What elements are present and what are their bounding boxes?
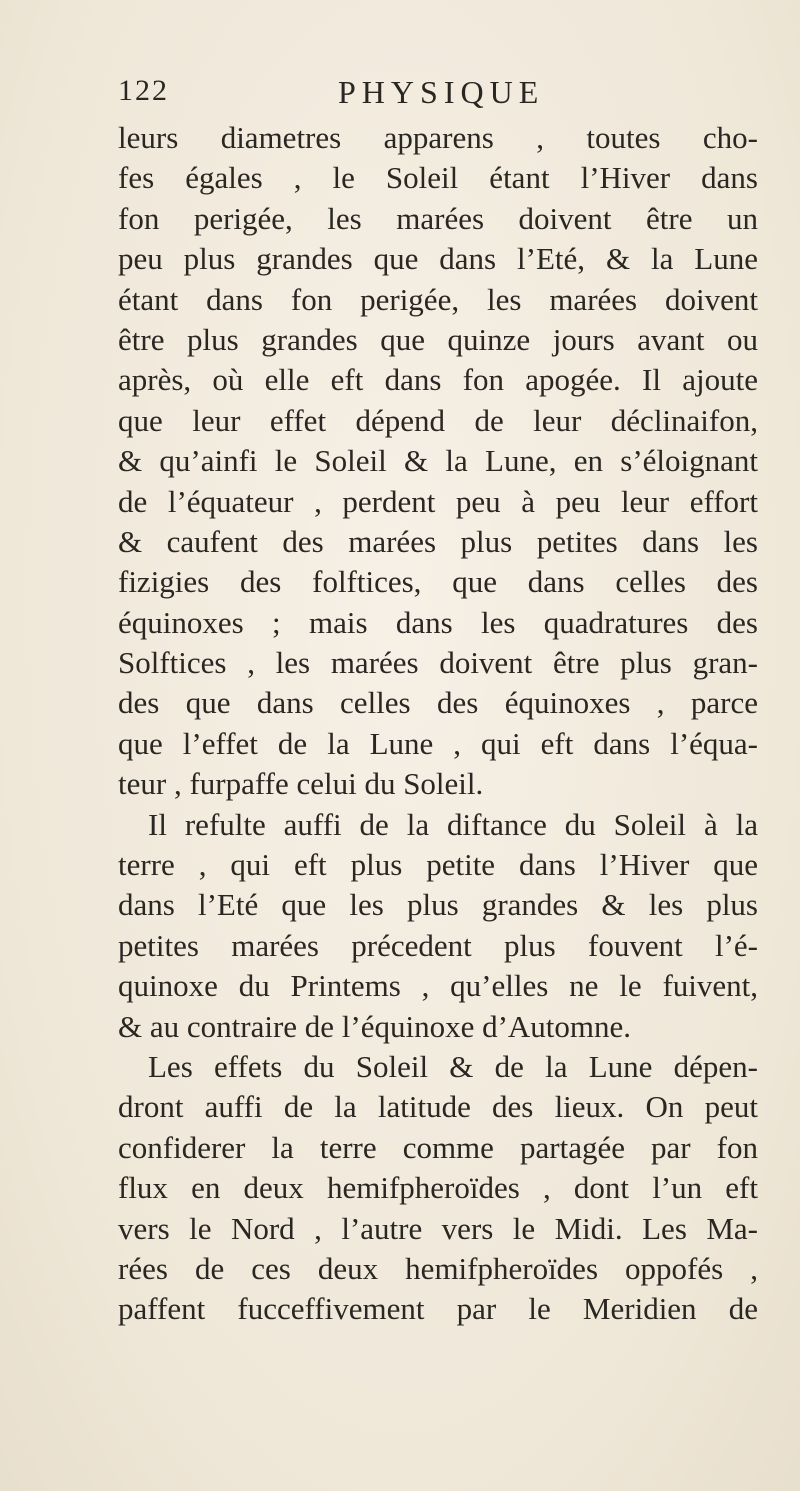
text-line: confiderer la terre comme partagée par fon bbox=[118, 1129, 758, 1165]
text-line: fes égales , le Soleil étant l’Hiver dans bbox=[118, 160, 758, 196]
text-line: après, où elle eft dans fon apogée. Il ajoute bbox=[118, 362, 758, 398]
text-line: rées de ces deux hemifpheroïdes oppofés , bbox=[118, 1250, 758, 1286]
text-line: fizigies des folftices, que dans celles des bbox=[118, 564, 758, 600]
text-line: dans l’Eté que les plus grandes & les plus bbox=[118, 887, 758, 923]
text-line: quinoxe du Printems , qu’elles ne le fuivent, bbox=[118, 968, 758, 1004]
text-line: flux en deux hemifpheroïdes , dont l’un eft bbox=[118, 1170, 758, 1206]
text-line: vers le Nord , l’autre vers le Midi. Les Ma- bbox=[118, 1210, 758, 1246]
text-line: teur , furpaffe celui du Soleil. bbox=[118, 766, 484, 802]
text-line: peu plus grandes que dans l’Eté, & la Lune bbox=[118, 241, 758, 277]
text-line: que l’effet de la Lune , qui eft dans l’équa- bbox=[118, 725, 758, 761]
text-line: Les effets du Soleil & de la Lune dépen- bbox=[148, 1048, 758, 1084]
text-line: être plus grandes que quinze jours avant ou bbox=[118, 321, 758, 357]
text-line: de l’équateur , perdent peu à peu leur effort bbox=[118, 483, 758, 519]
text-line: Il refulte auffi de la diftance du Soleil à la bbox=[148, 806, 758, 842]
text-line: équinoxes ; mais dans les quadratures des bbox=[118, 604, 758, 640]
text-line: & caufent des marées plus petites dans les bbox=[118, 523, 758, 559]
text-line: que leur effet dépend de leur déclinaifon, bbox=[118, 402, 758, 438]
text-line: petites marées précedent plus fouvent l’é- bbox=[118, 927, 758, 963]
body-text bbox=[118, 118, 758, 1330]
text-line: terre , qui eft plus petite dans l’Hiver que bbox=[118, 847, 758, 883]
text-line: & au contraire de l’équinoxe d’Automne. bbox=[118, 1008, 632, 1044]
page-header bbox=[118, 74, 678, 120]
text-line: & qu’ainfi le Soleil & la Lune, en s’éloignant bbox=[118, 443, 758, 479]
text-line: Solftices , les marées doivent être plus gran- bbox=[118, 645, 758, 681]
text-line: paffent fucceffivement par le Meridien de bbox=[118, 1291, 758, 1327]
text-line: leurs diametres apparens , toutes cho- bbox=[118, 120, 758, 155]
text-line: étant dans fon perigée, les marées doivent bbox=[118, 281, 758, 317]
text-line: des que dans celles des équinoxes , parce bbox=[118, 685, 758, 721]
text-line: fon perigée, les marées doivent être un bbox=[118, 200, 758, 236]
running-head: PHYSIQUE bbox=[338, 74, 545, 110]
page-number: 122 bbox=[118, 74, 169, 107]
text-line: dront auffi de la latitude des lieux. On peut bbox=[118, 1089, 758, 1125]
